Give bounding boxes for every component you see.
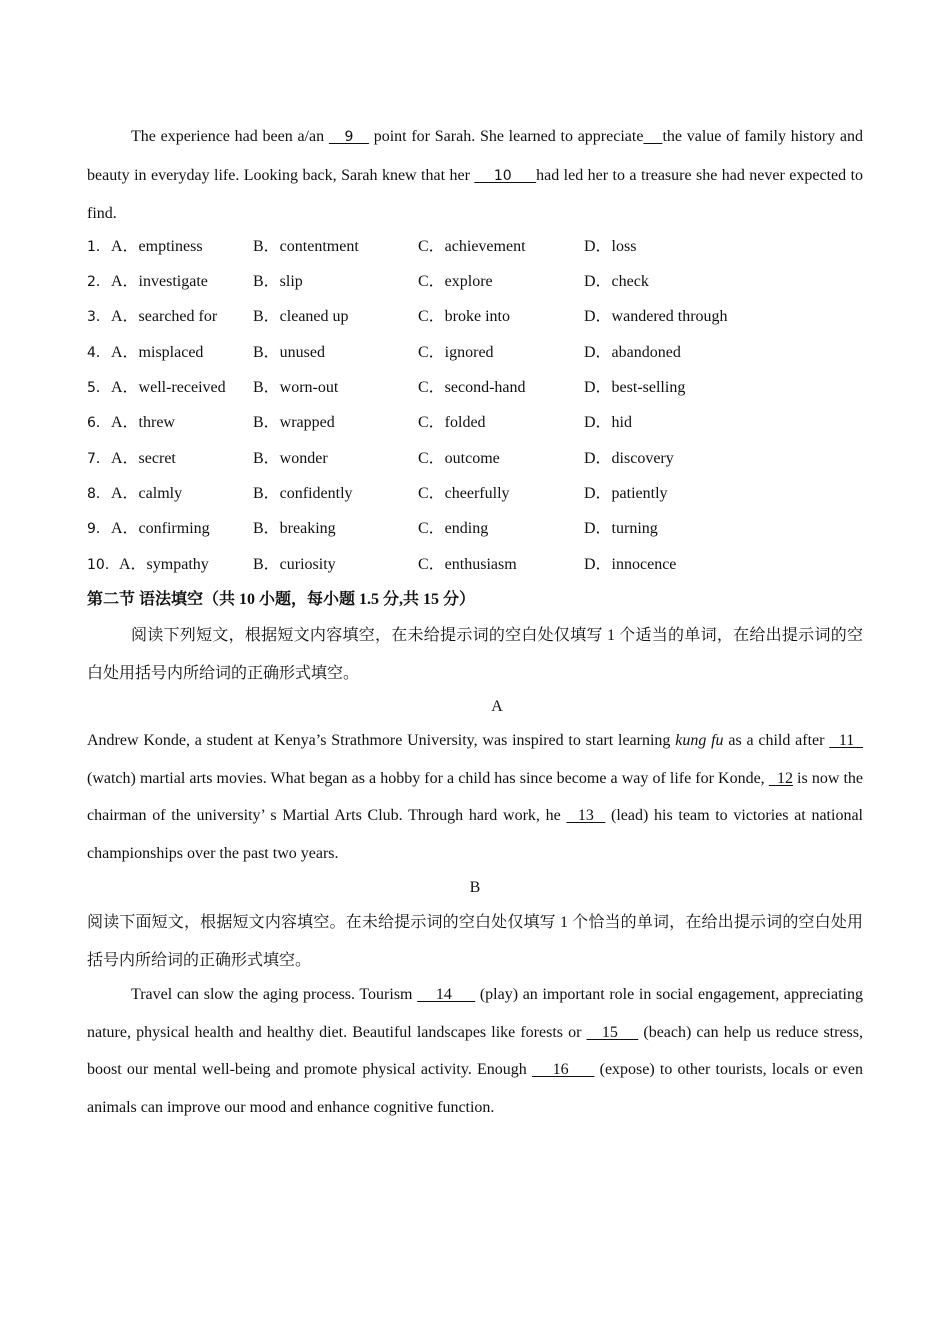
option-b[interactable]: B．slip [253,273,303,290]
option-b[interactable]: B．wonder [253,450,328,467]
question-number: 5． [87,380,110,396]
option-d[interactable]: D．turning [584,520,658,537]
instructions-text: 阅读下列短文，根据短文内容填空，在未给提示词的空白处仅填写 1 个适当的单词，在给出提示词的空白处用括号内所给词的正确形式填空。 [87,627,863,682]
question-4-options [87,341,863,365]
option-c[interactable]: C．broke into [418,308,510,325]
option-c[interactable]: C．folded [418,414,486,431]
question-number: 9． [87,521,110,537]
option-b[interactable]: B．breaking [253,520,336,537]
option-b[interactable]: B．wrapped [253,414,335,431]
question-3-options [87,305,863,329]
option-a[interactable]: A．threw [111,414,175,431]
blank-14[interactable]: 14 [417,986,476,1003]
option-a[interactable]: A．secret [111,450,176,467]
option-d[interactable]: D．wandered through [584,308,728,325]
question-2-options [87,270,863,294]
option-a[interactable]: A．well-received [111,379,226,396]
question-5-options [87,376,863,400]
blank-15[interactable]: 15 [586,1023,639,1041]
question-number: 8． [87,486,110,502]
kung-fu-term: kung fu [675,732,724,749]
blank-9[interactable]: 9 [328,129,369,145]
blank-11[interactable]: 11 [829,732,864,749]
option-c[interactable]: C．cheerfully [418,485,510,502]
option-d[interactable]: D．patiently [584,485,668,502]
passage-b [87,976,863,1126]
option-a[interactable]: A．sympathy [119,556,209,573]
option-b[interactable]: B．unused [253,344,326,361]
question-number: 4． [87,345,110,361]
question-number: 1． [87,239,110,255]
section-2-title: 第二节 语法填空（共 10 小题，每小题 1.5 分,共 15 分） [87,591,476,608]
question-7-options [87,447,863,471]
blank-gap[interactable] [643,128,662,145]
blank-13[interactable]: 13 [566,807,606,824]
option-a[interactable]: A．confirming [111,520,210,537]
option-c[interactable]: C．enthusiasm [418,556,517,573]
passage-b-instructions [87,904,863,979]
option-d[interactable]: D．best-selling [584,379,686,396]
question-number: 3． [87,309,110,325]
option-d[interactable]: D．discovery [584,450,674,467]
option-a[interactable]: A．emptiness [111,238,203,255]
option-c[interactable]: C．achievement [418,238,526,255]
instructions-text: 阅读下面短文，根据短文内容填空。在未给提示词的空白处仅填写 1 个恰当的单词，在给出提示词的空白处用括号内所给词的正确形式填空。 [87,914,863,969]
cloze-paragraph: The experience had been a/an 9 point for Sarah. She learned to appreciate the value of family history and beauty in everyday life. Looking back, Sarah knew that her 10 had led her to a treasure she had never expected to find. [87,128,864,222]
option-d[interactable]: D．check [584,273,649,290]
question-number: 6． [87,415,110,431]
passage-b-text: Travel can slow the aging process. Tourism 14 (play) an important role in social engagement, appreciating nature, physical health and healthy diet. Beautiful landscapes like forests or 15 (beach) can help us reduce stress, boost our mental well-being and promote physical activity. Enough 16 (expose) to other tourists, locals or even animals can improve our mood and enhance cognitive function. [87,986,864,1116]
option-d[interactable]: D．hid [584,414,633,431]
question-1-options [87,235,863,259]
option-a[interactable]: A．calmly [111,485,183,502]
option-c[interactable]: C．second-hand [418,379,526,396]
option-c[interactable]: C．explore [418,273,493,290]
option-d[interactable]: D．loss [584,238,637,255]
option-a[interactable]: A．searched for [111,308,218,325]
section-2-instructions [87,617,863,692]
option-d[interactable]: D．abandoned [584,344,681,361]
option-b[interactable]: B．curiosity [253,556,336,573]
question-number: 2． [87,274,110,290]
passage-a-text: Andrew Konde, a student at Kenya’s Strathmore University, was inspired to start learning kung fu as a child after 11 (watch) martial arts movies. What began as a hobby for a child has since become a way of life for Konde, 12 is now the chairman of the university’ s Martial Arts Club. Through hard work, he 13 (lead) his team to victories at national championships over the past two years. [87,732,864,862]
option-c[interactable]: C．outcome [418,450,500,467]
option-b[interactable]: B．worn-out [253,379,339,396]
question-10-options [87,553,863,577]
passage-b-label: B [469,879,481,896]
option-a[interactable]: A．investigate [111,273,208,290]
option-c[interactable]: C．ignored [418,344,494,361]
passage-a-label: A [491,698,503,715]
option-b[interactable]: B．cleaned up [253,308,349,325]
blank-16[interactable]: 16 [531,1061,595,1078]
cloze-passage-ending [87,118,863,233]
option-b[interactable]: B．contentment [253,238,359,255]
option-d[interactable]: D．innocence [584,556,677,573]
passage-a [87,722,863,872]
question-6-options [87,411,863,435]
question-9-options [87,517,863,541]
question-8-options [87,482,863,506]
option-b[interactable]: B．confidently [253,485,353,502]
blank-10[interactable]: 10 [474,167,537,184]
blank-12[interactable]: 12 [768,769,793,787]
option-a[interactable]: A．misplaced [111,344,204,361]
option-c[interactable]: C．ending [418,520,489,537]
question-number: 10． [87,557,119,573]
question-number: 7． [87,451,110,467]
